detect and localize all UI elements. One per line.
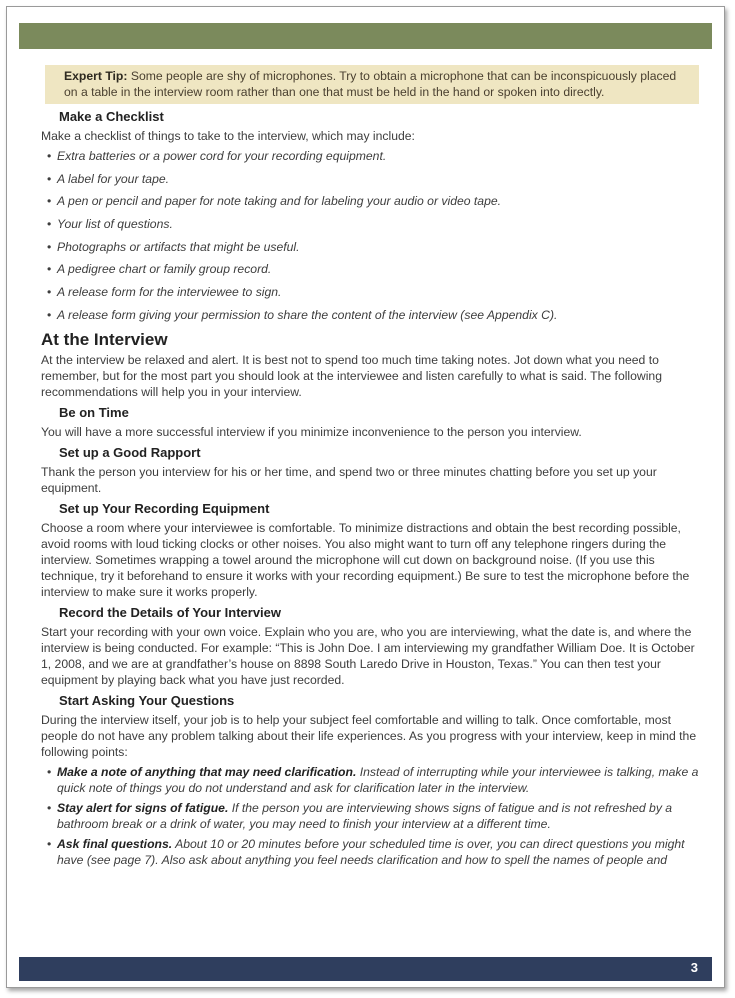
list-item (41, 836, 701, 868)
point-lead: Stay alert for signs of fatigue. (57, 800, 229, 815)
point-text: If the person you are interviewing shows signs of fatigue and is not refreshed by a bathroom break or a drink of water, you may need to finish your interview at a different time. (57, 800, 673, 831)
expert-tip-box (45, 65, 699, 104)
expert-tip-label: Expert Tip: (64, 69, 128, 83)
section-text-record-details: Start your recording with your own voice. Explain who you are, who you are interviewing, what the date is, and where the interview is being conducted. For example: “This is John Doe. I am interviewing my grandfather William Doe. It is October 1, 2008, and we are at grandfather’s house on 8898 South Laredo Drive in Houston, Texas.” You can then test your equipment by playing back what you have just recorded. (41, 624, 695, 687)
list-item: • Extra batteries or a power cord for your recording equipment. (41, 148, 701, 164)
point-lead: Ask final questions. (57, 836, 173, 851)
section-text-be-on-time: You will have a more successful interview if you minimize inconvenience to the person you interview. (41, 424, 582, 439)
section-heading-record-details: Record the Details of Your Interview (59, 604, 282, 620)
list-item: • A release form giving your permission to share the content of the interview (see Appendix C). (41, 307, 701, 323)
page-number: 3 (690, 960, 698, 975)
section-text-asking-questions: During the interview itself, your job is to help your subject feel comfortable and willing to talk. Once comfortable, most people do not have any problem talking about their life experiences. As you progress with your interview, keep in mind the following points: (41, 712, 697, 759)
interview-intro: At the interview be relaxed and alert. It is best not to spend too much time taking notes. Jot down what you need to remember, but for the most part you should look at the interviewee and listen carefully to what is said. The following recommendations will help you in your interview. (41, 352, 662, 399)
list-item: • A label for your tape. (41, 171, 701, 187)
list-item: • Your list of questions. (41, 216, 701, 232)
section-heading-rapport: Set up a Good Rapport (59, 444, 201, 460)
section-title-at-the-interview: At the Interview (41, 329, 168, 349)
page (6, 6, 725, 988)
list-item: • A pen or pencil and paper for note taking and for labeling your audio or video tape. (41, 193, 701, 209)
list-item: • A release form for the interviewee to sign. (41, 284, 701, 300)
footer-band (19, 957, 712, 981)
checklist-list (41, 148, 701, 323)
list-item: • A pedigree chart or family group record. (41, 261, 701, 277)
list-item (41, 764, 701, 796)
section-heading-recording-equipment: Set up Your Recording Equipment (59, 500, 270, 516)
point-text: Instead of interrupting while your interviewee is talking, make a quick note of things you do not understand and ask for clarification later in the interview. (57, 764, 699, 795)
list-item: • Photographs or artifacts that might be useful. (41, 239, 701, 255)
interview-points-list (41, 764, 701, 868)
expert-tip-text: Some people are shy of microphones. Try to obtain a microphone that can be inconspicuously placed on a table in the interview room rather than one that must be held in the hand or spoken into directly. (64, 69, 677, 99)
point-text: About 10 or 20 minutes before your scheduled time is over, you can direct questions you might have (see page 7). Also ask about anything you feel needs clarification and how to spell the names of people and (57, 836, 685, 867)
checklist-intro: Make a checklist of things to take to the interview, which may include: (41, 129, 415, 143)
section-heading-asking-questions: Start Asking Your Questions (59, 692, 235, 708)
page-content (41, 65, 701, 872)
header-band (19, 23, 712, 49)
section-text-rapport: Thank the person you interview for his or her time, and spend two or three minutes chatting before you set up your equipment. (41, 464, 657, 495)
point-lead: Make a note of anything that may need clarification. (57, 764, 357, 779)
list-item (41, 800, 701, 832)
section-text-recording-equipment: Choose a room where your interviewee is comfortable. To minimize distractions and obtain the best recording possible, avoid rooms with loud ticking clocks or other noises. You also might want to turn off any telephone ringers during the interview. Sometimes wrapping a towel around the microphone will cut down on background noise. (If you use this technique, try it beforehand to ensure it works with your recording equipment.) Be sure to test the microphone before the interview to make sure it works properly. (41, 520, 690, 599)
checklist-heading: Make a Checklist (59, 109, 164, 124)
section-heading-be-on-time: Be on Time (59, 404, 129, 420)
